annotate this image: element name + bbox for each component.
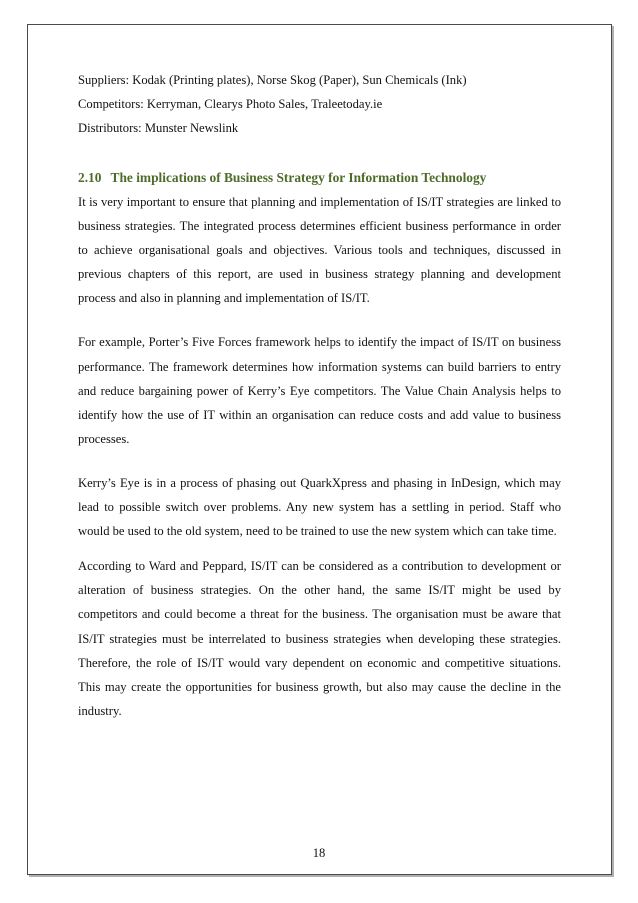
suppliers-line: Suppliers: Kodak (Printing plates), Norse Skog (Paper), Sun Chemicals (Ink) — [78, 73, 467, 87]
section-heading — [78, 166, 561, 190]
paragraph-1: It is very important to ensure that planning and implementation of IS/IT strategies are linked to business strategies. The integrated process determines efficient business performance in order to achieve organisational goals and objectives. Various tools and techniques, discussed in previous chapters of this report, are used in business strategy planning and development process and also in planning and implementation of IS/IT. — [78, 195, 561, 306]
competitors-line: Competitors: Kerryman, Clearys Photo Sales, Traleetoday.ie — [78, 97, 383, 111]
distributors-line: Distributors: Munster Newslink — [78, 121, 239, 135]
paragraph-3: Kerry’s Eye is in a process of phasing out QuarkXpress and phasing in InDesign, which may lead to possible switch over problems. Any new system has a settling in period. Staff who would be used to the old system, need to be trained to use the new system which can take time. — [78, 475, 561, 539]
section-title: The implications of Business Strategy for Information Technology — [110, 170, 487, 185]
page-content — [78, 68, 561, 723]
section-number: 2.10 — [78, 170, 102, 185]
paragraph-2: For example, Porter’s Five Forces framework helps to identify the impact of IS/IT on business performance. The framework determines how information systems can build barriers to entry and reduce bargaining power of Kerry’s Eye competitors. The Value Chain Analysis helps to identify how the use of IT within an organisation can reduce costs and add value to business processes. — [78, 335, 561, 446]
paragraph-4: According to Ward and Peppard, IS/IT can be considered as a contribution to development or alteration of business strategies. On the other hand, the same IS/IT might be used by competitors and could become a threat for the business. The organisation must be aware that IS/IT strategies must be interrelated to business strategies when developing these strategies. Therefore, the role of IS/IT would vary dependent on economic and competitive situations. This may create the opportunities for business growth, but also may cause the decline in the industry. — [78, 559, 561, 718]
page-number: 18 — [312, 846, 326, 860]
